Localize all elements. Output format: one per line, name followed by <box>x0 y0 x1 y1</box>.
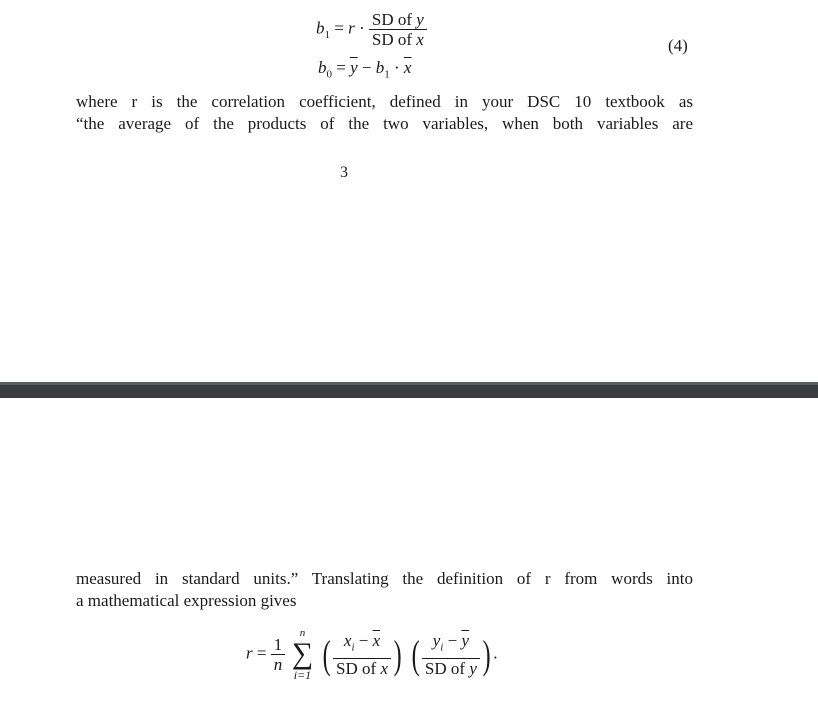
paragraph-line: where r is the correlation coefficient, defined in your DSC 10 textbook as <box>76 92 693 111</box>
page-separator <box>0 382 818 398</box>
b1-fraction: $\frac{\text{SD of y}}{\text{SD of x}}$ <box>369 10 427 49</box>
one-over-n: $\frac{1}{n}$ <box>271 635 286 674</box>
paragraph-line: measured in standard units.” Translating the definition of r from words into <box>76 569 693 588</box>
y-standard-units: $\frac{y_i - \overline{y}}{\text{SD of y}}$ <box>422 631 480 677</box>
equation-b1: $b_1 = r$ · $\frac{\text{SD of y}}{\text{SD of x}}$ <box>316 10 427 49</box>
page-number: 3 <box>340 164 348 181</box>
paragraph-line: “the average of the products of the two variables, when both variables are <box>76 114 693 133</box>
b1-symbol: b <box>316 18 325 38</box>
equation-r-definition: r = $\frac{1}{n}$ n ∑ i=1 ( $\frac{x_i - \overline{x}}{\text{SD of x}}$ ) ( $\frac{y_i - \overline{y}}{\text{SD of y}}$ ) . <box>246 627 498 682</box>
x-standard-units: $\frac{x_i - \overline{x}}{\text{SD of x}}$ <box>333 631 391 677</box>
page-bottom <box>0 398 818 702</box>
paragraph-line: a mathematical expression gives <box>76 591 297 610</box>
summation-symbol: n ∑ i=1 <box>291 627 314 682</box>
equation-number: (4) <box>668 36 688 55</box>
equation-b0: $b_0 = \overline{y} - b_1 \cdot \overline{x}$ <box>318 58 412 81</box>
